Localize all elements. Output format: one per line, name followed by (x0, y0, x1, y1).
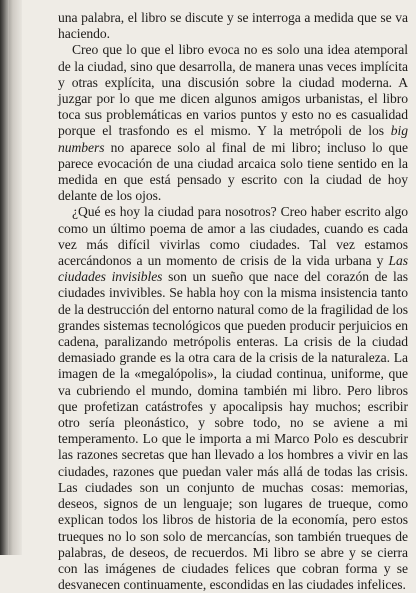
italic-book-title: Las ciudades invisibles (58, 253, 408, 285)
paragraph-1 (58, 10, 408, 42)
italic-big-numbers: big numbers (58, 123, 408, 155)
paragraph-2-text-b: no aparece solo al final de mi libro; incluso lo que parece evocación de una ciudad arcaica solo tiene sentido en la medida en que está pensado y escrito con la ciudad de hoy delante de los ojos. (58, 139, 408, 204)
paragraph-3-text-a: ¿Qué es hoy la ciudad para nosotros? Creo haber escrito algo como un último poema de amor a las ciudades, cuando es cada vez más difícil vivirlas como ciudades. Tal vez estamos acercándonos a un momento de crisis de la vida urbana y (58, 204, 408, 269)
paragraph-2 (58, 42, 408, 204)
paragraph-3 (58, 204, 408, 593)
paragraph-1-text: una palabra, el libro se discute y se interroga a medida que se va haciendo. (58, 10, 408, 42)
paragraph-2-text-a: Creo que lo que el libro evoca no es solo una idea atemporal de la ciudad, sino que desarrolla, de manera unas veces implícita y otras explícita, una discusión sobre la ciudad moderna. A juzgar por lo que me dicen algunos amigos urbanistas, el libro toca sus problemáticas en varios puntos y esto no es casualidad porque el trasfondo es el mismo. Y la metrópoli de los (58, 42, 408, 139)
paragraph-3-text-b: son un sueño que nace del corazón de las ciudades invivibles. Se habla hoy con la misma insistencia tanto de la destrucción del entorno natural como de la fragilidad de los grandes sistemas tecnológicos que pueden producir perjuicios en cadena, paralizando metrópolis enteras. La crisis de la ciudad demasiado grande es la otra cara de la crisis de la naturaleza. La imagen de la «megalópolis», la ciudad continua, uniforme, que va cubriendo el mundo, domina también mi libro. Pero libros que profetizan catástrofes y apocalipsis hay muchos; escribir otro sería pleonástico, y sobre todo, no se aviene a mi temperamento. Lo que le importa a mi Marco Polo es descubrir las razones secretas que han llevado a los hombres a vivir en las ciudades, razones que puedan valer más allá de todas las crisis. Las ciudades son un conjunto de muchas cosas: memorias, deseos, signos de un lenguaje; son lugares de trueque, como explican todos los libros de historia de la economía, pero estos trueques no lo son solo de mercancías, son también trueques de palabras, de deseos, de recuerdos. Mi libro se abre y se cierra con las imágenes de ciudades felices que cobran forma y se desvanecen continuamente, escondidas en las ciudades infelices. (58, 269, 409, 593)
book-page (58, 10, 408, 593)
book-gutter (0, 0, 22, 555)
